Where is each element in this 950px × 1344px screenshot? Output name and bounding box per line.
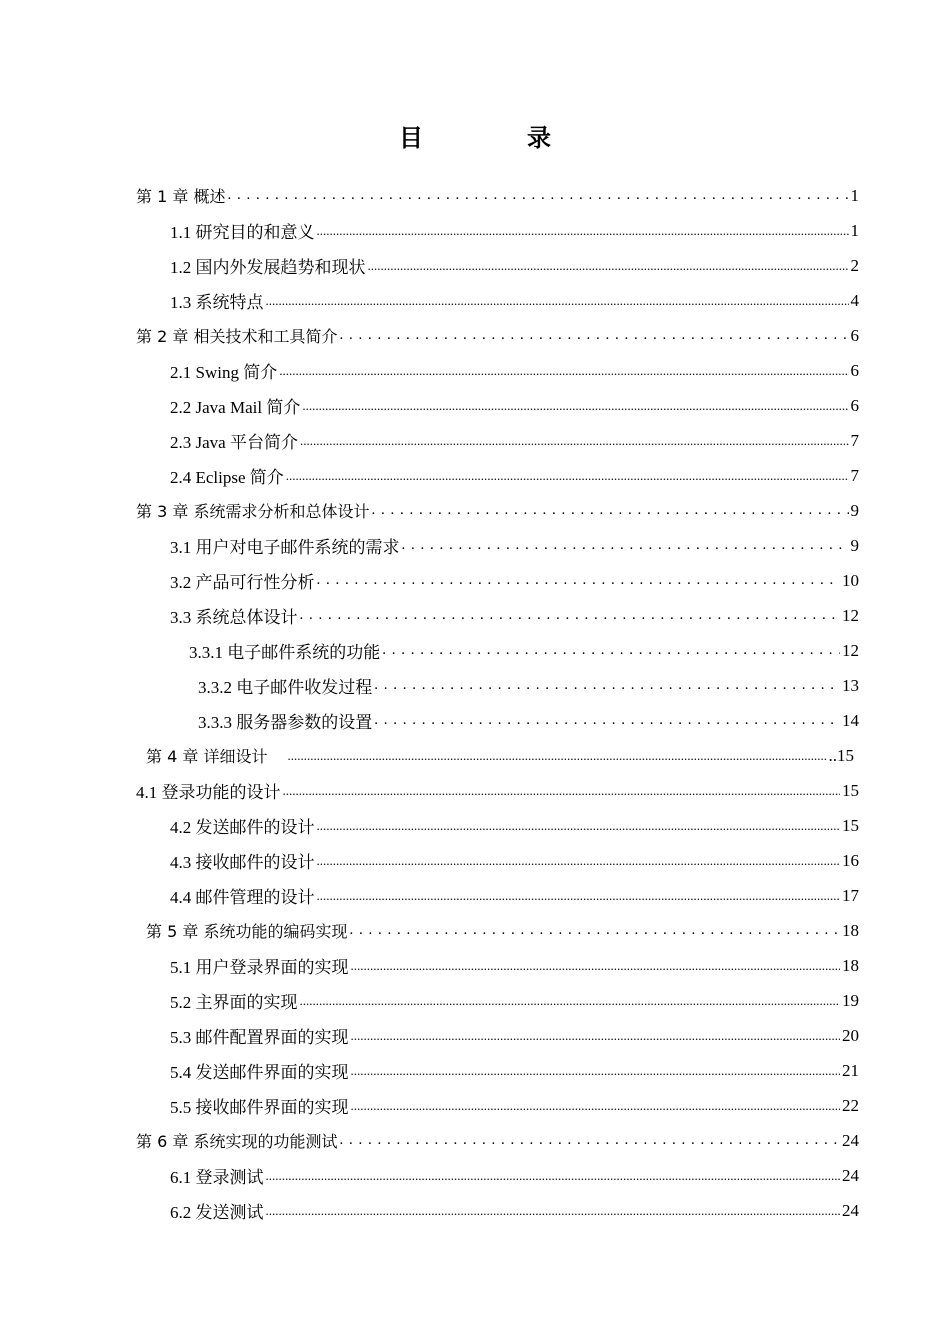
dot-leader [300,606,841,626]
toc-entry-label: 3.3 系统总体设计 [170,608,298,627]
toc-entry-page: 18 [842,920,859,940]
toc-entry [170,983,859,1018]
toc-entry-label: 6.2 发送测试 [170,1203,264,1222]
toc-entry [170,528,859,563]
dot-leader [374,711,840,731]
toc-entry-label: 3.3.1 电子邮件系统的功能 [189,643,381,662]
toc-entry-page: 13 [842,675,859,695]
toc-entry-label: 5.3 邮件配置界面的实现 [170,1028,349,1047]
toc-entry-label: 5.5 接收邮件界面的实现 [170,1098,349,1117]
toc-entry-label: 第 1 章 概述 [136,187,226,206]
toc-entry-page: 24 [842,1165,859,1185]
dot-leader [266,1166,841,1186]
toc-entry [170,1193,859,1228]
toc-entry [170,808,859,843]
dot-leader [317,886,841,906]
dot-leader [279,361,848,381]
toc-entry [198,668,859,703]
toc-entry-label: 3.3.3 服务器参数的设置 [198,713,373,732]
dot-leader [283,781,841,801]
toc-entry-page: 22 [842,1095,859,1115]
toc-entry-label: 4.4 邮件管理的设计 [170,888,315,907]
toc-entry [170,563,859,598]
toc-entry-page: 19 [842,990,859,1010]
toc-entry-page: 2 [850,255,859,275]
dot-leader [317,851,841,871]
toc-entry-page: 12 [842,605,859,625]
toc-entry-label: 第 5 章 系统功能的编码实现 [146,922,348,941]
dot-leader [302,396,848,416]
dot-leader [227,186,848,206]
toc-entry-label: 4.3 接收邮件的设计 [170,853,315,872]
toc-entry [170,598,859,633]
toc-entry-label: 第 4 章 详细设计 [146,747,268,766]
toc-entry [136,1123,859,1158]
toc-entry-label: 3.3.2 电子邮件收发过程 [198,678,373,697]
toc-entry [189,633,859,668]
toc-entry-label: 1.1 研究目的和意义 [170,223,315,242]
toc-entry-page: 17 [842,885,859,905]
toc-entry [170,423,859,458]
toc-entry-page: 24 [842,1200,859,1220]
toc-entry [170,1088,859,1123]
toc-entry [136,773,859,808]
dot-leader [317,221,849,241]
dot-leader [286,466,849,486]
toc-entry-page: ..15 [828,745,854,765]
toc-entry [146,913,859,948]
toc-entry [170,1158,859,1193]
toc-entry-label: 5.4 发送邮件界面的实现 [170,1063,349,1082]
toc-entry [170,388,859,423]
dot-leader [317,816,841,836]
dot-leader [349,921,840,941]
toc-entry-label: 4.1 登录功能的设计 [136,783,281,802]
toc-entry-label: 第 6 章 系统实现的功能测试 [136,1132,338,1151]
toc-entry [170,1018,859,1053]
toc-entry-page: 6 [850,325,859,345]
dot-leader [266,291,849,311]
toc-entry [198,703,859,738]
toc-entry-page: 20 [842,1025,859,1045]
toc-entry-label: 第 3 章 系统需求分析和总体设计 [136,502,370,521]
toc-entry-page: 7 [850,430,859,450]
toc-entry-page: 1 [850,185,859,205]
dot-leader [351,1026,841,1046]
toc-entry-label: 2.1 Swing 简介 [170,363,278,382]
toc-entry-label: 2.2 Java Mail 简介 [170,398,301,417]
toc-entry-page: 15 [842,780,859,800]
dot-leader [402,536,849,556]
toc-entry [170,213,859,248]
toc-entry [136,493,859,528]
toc-entry [170,878,859,913]
toc-entry [170,248,859,283]
dot-leader [368,256,849,276]
toc-entry-label: 3.1 用户对电子邮件系统的需求 [170,538,400,557]
toc-entry-label: 3.2 产品可行性分析 [170,573,315,592]
toc-entry [170,843,859,878]
dot-leader [287,746,826,766]
toc-entry-page: 6 [850,395,859,415]
toc-entry-page: 18 [842,955,859,975]
toc-entry [170,458,859,493]
toc-entry [136,318,859,353]
toc-entry-page: 9 [850,500,859,520]
toc-entry-page: 1 [850,220,859,240]
toc-entry-page: 14 [842,710,859,730]
dot-leader [351,1096,841,1116]
toc-entry [170,353,859,388]
toc-entry-page: 4 [850,290,859,310]
toc-entry-label: 第 2 章 相关技术和工具简介 [136,327,338,346]
toc-entry-page: 12 [842,640,859,660]
dot-leader [371,501,848,521]
toc-entry [146,738,854,773]
toc-entry [170,283,859,318]
dot-leader [351,1061,841,1081]
toc-entry-label: 1.2 国内外发展趋势和现状 [170,258,366,277]
toc-entry [170,1053,859,1088]
dot-leader [300,991,841,1011]
toc-entry-page: 24 [842,1130,859,1150]
dot-leader [351,956,841,976]
toc-entry-label: 6.1 登录测试 [170,1168,264,1187]
toc-entry-page: 6 [850,360,859,380]
toc-entry-page: 7 [850,465,859,485]
dot-leader [266,1201,841,1221]
toc-entry-label: 4.2 发送邮件的设计 [170,818,315,837]
dot-leader [339,1131,840,1151]
dot-leader [300,431,849,451]
dot-leader [374,676,840,696]
toc-entry-label: 5.1 用户登录界面的实现 [170,958,349,977]
dot-leader [382,641,840,661]
toc-entry-label: 5.2 主界面的实现 [170,993,298,1012]
toc-entry-label: 2.4 Eclipse 简介 [170,468,284,487]
dot-leader [339,326,848,346]
toc-entry-page: 21 [842,1060,859,1080]
dot-leader [317,571,841,591]
toc-title: 目 录 [399,124,591,152]
toc-entry-page: 10 [842,570,859,590]
toc-entry-page: 15 [842,815,859,835]
toc-entry-label: 2.3 Java 平台简介 [170,433,298,452]
toc-entry [170,948,859,983]
toc-entry-page: 16 [842,850,859,870]
toc-entry-page: 9 [850,535,859,555]
toc-entry [136,178,859,213]
toc-entry-label: 1.3 系统特点 [170,293,264,312]
